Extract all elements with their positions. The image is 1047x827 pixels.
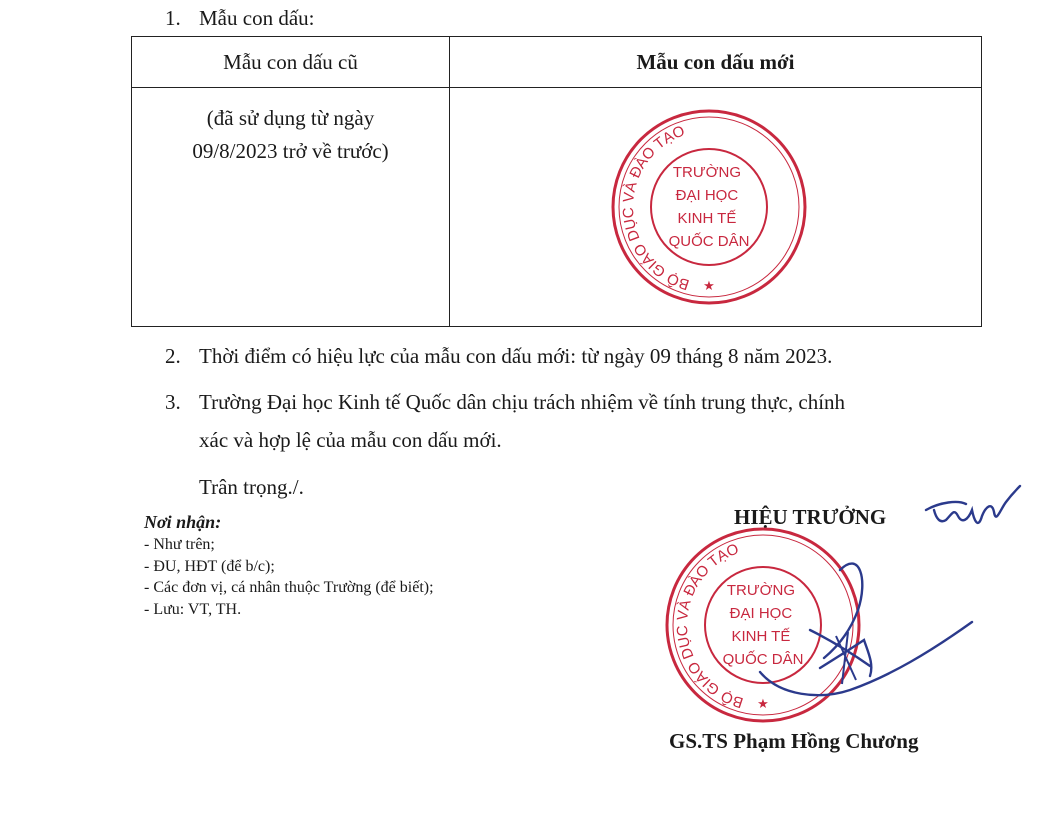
seal-stamp-table	[609, 107, 809, 307]
seal-star-icon: ★	[757, 696, 769, 711]
seal-center-text: TRƯỜNG ĐẠI HỌC KINH TẾ QUỐC DÂN	[722, 582, 804, 668]
recipient-item: - Lưu: VT, TH.	[144, 601, 242, 619]
initial-signature-icon	[920, 480, 1025, 540]
seal-center-text: TRƯỜNG ĐẠI HỌC KINH TẾ QUỐC DÂN	[668, 164, 750, 250]
item-3-continued: xác và hợp lệ của mẫu con dấu mới.	[199, 428, 502, 452]
item-1	[165, 6, 314, 31]
item-text: Thời điểm có hiệu lực của mẫu con dấu mới: từ ngày 09 tháng 8 năm 2023.	[199, 344, 833, 368]
seal-star-icon: ★	[703, 278, 715, 293]
item-3	[165, 390, 845, 415]
old-seal-cell	[132, 88, 450, 327]
old-seal-note-line-1: (đã sử dụng từ ngày	[206, 106, 375, 130]
item-2	[165, 344, 832, 369]
item-text: Mẫu con dấu:	[199, 6, 315, 30]
recipient-item: - Các đơn vị, cá nhân thuộc Trường (để biết);	[144, 579, 434, 597]
old-seal-note	[132, 102, 449, 167]
signer-name: GS.TS Phạm Hồng Chương	[669, 729, 919, 753]
recipient-item: - ĐU, HĐT (để b/c);	[144, 557, 275, 575]
seal-ring-text: BỘ GIÁO DỤC VÀ ĐÀO TẠO	[673, 540, 746, 712]
recipients-block	[144, 510, 434, 621]
item-number: 3.	[165, 390, 181, 414]
closing-text: Trân trọng./.	[199, 475, 304, 499]
seal-ring-text: BỘ GIÁO DỤC VÀ ĐÀO TẠO	[619, 122, 692, 294]
signer-title: HIỆU TRƯỞNG	[734, 505, 887, 529]
item-text: Trường Đại học Kinh tế Quốc dân chịu trách nhiệm về tính trung thực, chính	[199, 390, 846, 414]
old-seal-note-line-2: 09/8/2023 trở về trước)	[192, 138, 389, 163]
seal-table	[131, 36, 982, 327]
header-old-seal: Mẫu con dấu cũ	[132, 37, 450, 88]
recipient-item: - Như trên;	[144, 536, 215, 554]
recipients-title: Nơi nhận:	[144, 512, 222, 532]
item-number: 1.	[165, 6, 181, 30]
item-number: 2.	[165, 344, 181, 368]
header-new-seal: Mẫu con dấu mới	[450, 37, 982, 88]
signature-icon	[740, 540, 980, 710]
